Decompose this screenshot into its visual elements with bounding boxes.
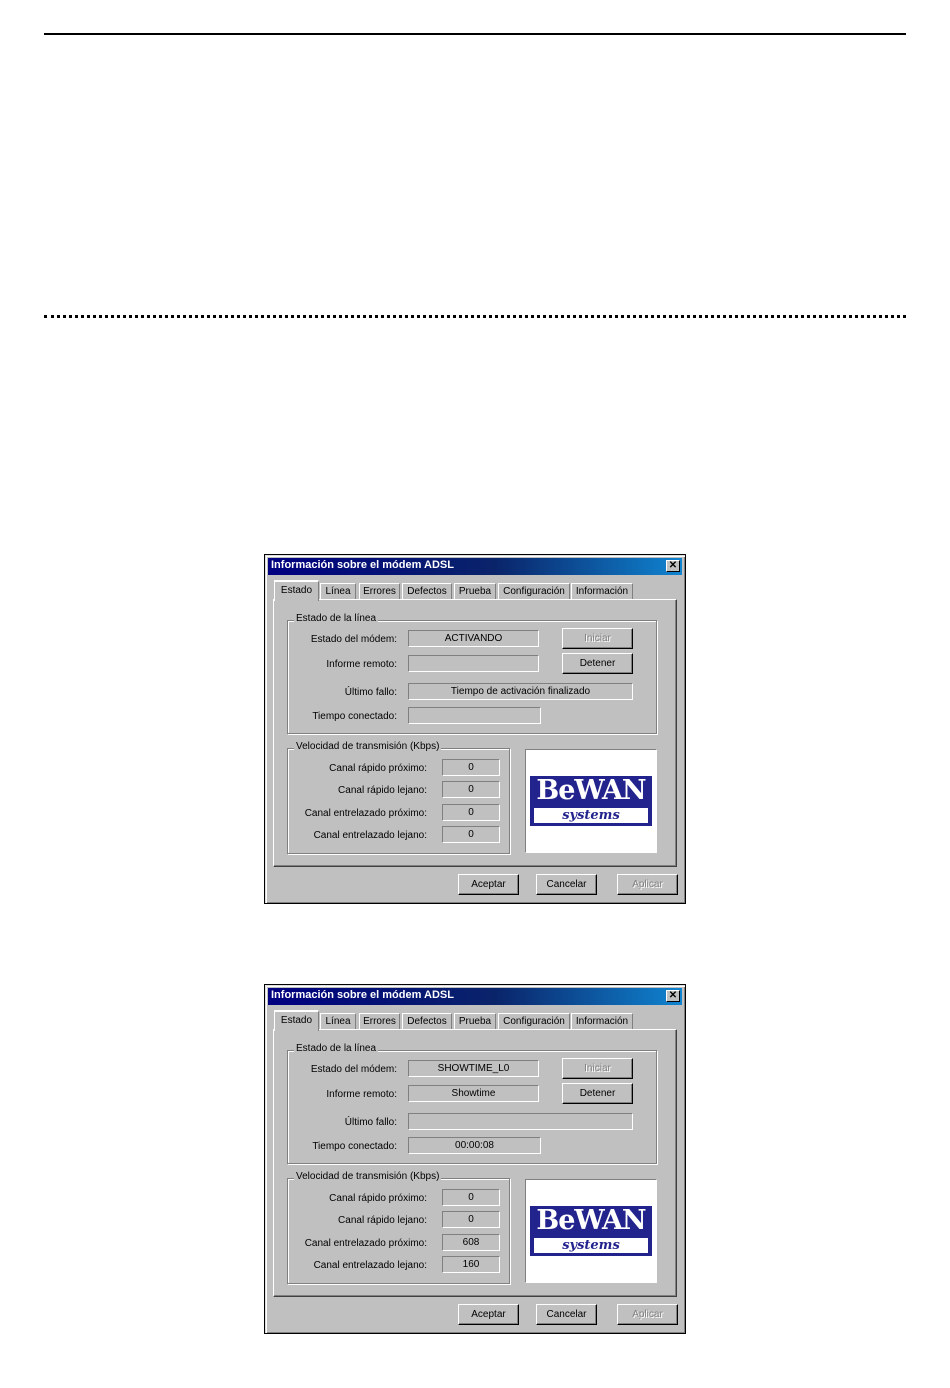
apply-button[interactable]: Aplicar	[617, 1304, 678, 1325]
fast-far-field: 0	[442, 781, 500, 798]
group-title: Velocidad de transmisión (Kbps)	[296, 1171, 440, 1182]
apply-button[interactable]: Aplicar	[617, 874, 678, 895]
title-bar[interactable]	[268, 988, 682, 1005]
tab-prueba[interactable]: Prueba	[454, 583, 496, 600]
dotted-separator	[44, 315, 906, 318]
bewan-logo	[525, 749, 657, 853]
fast-near-field: 0	[442, 759, 500, 776]
interleaved-far-field: 0	[442, 826, 500, 843]
close-button[interactable]: ✕	[666, 560, 680, 572]
title-bar[interactable]	[268, 558, 682, 575]
fast-far-field: 0	[442, 1211, 500, 1228]
tab-errores[interactable]: Errores	[359, 583, 400, 600]
remote-report-field	[408, 655, 539, 672]
tab-configuracion[interactable]: Configuración	[498, 583, 570, 600]
dialog-title: Información sobre el módem ADSL	[271, 559, 454, 571]
last-fault-label: Último fallo:	[344, 1117, 397, 1128]
logo-banner	[530, 1206, 652, 1256]
tab-prueba[interactable]: Prueba	[454, 1013, 496, 1030]
last-fault-field: Tiempo de activación finalizado	[408, 683, 633, 700]
speed-group	[287, 1171, 510, 1284]
connected-time-label: Tiempo conectado:	[312, 1141, 397, 1152]
interleaved-far-label: Canal entrelazado lejano:	[313, 1260, 427, 1271]
last-fault-field	[408, 1113, 633, 1130]
tab-informacion[interactable]: Información	[571, 583, 633, 600]
modem-state-label: Estado del módem:	[310, 634, 397, 645]
tab-linea[interactable]: Línea	[320, 1013, 356, 1030]
interleaved-near-label: Canal entrelazado próximo:	[304, 808, 427, 819]
speed-group	[287, 741, 510, 854]
stop-button[interactable]: Detener	[562, 1083, 633, 1104]
ok-button[interactable]: Aceptar	[458, 874, 519, 895]
logo-banner	[530, 776, 652, 826]
remote-report-field: Showtime	[408, 1085, 539, 1102]
tab-configuracion[interactable]: Configuración	[498, 1013, 570, 1030]
modem-info-dialog-2	[264, 984, 686, 1334]
remote-report-label: Informe remoto:	[326, 659, 397, 670]
cancel-button[interactable]: Cancelar	[536, 1304, 597, 1325]
group-title: Estado de la línea	[296, 613, 377, 624]
dialog-title: Información sobre el módem ADSL	[271, 989, 454, 1001]
tab-defectos[interactable]: Defectos	[402, 583, 452, 600]
tab-errores[interactable]: Errores	[359, 1013, 400, 1030]
tab-estado[interactable]: Estado	[274, 580, 319, 601]
modem-state-field: ACTIVANDO	[408, 630, 539, 647]
fast-near-field: 0	[442, 1189, 500, 1206]
interleaved-near-field: 0	[442, 804, 500, 821]
interleaved-near-field: 608	[442, 1234, 500, 1251]
start-button[interactable]: Iniciar	[562, 1058, 633, 1079]
line-status-group	[287, 613, 657, 734]
cancel-button[interactable]: Cancelar	[536, 874, 597, 895]
modem-state-field: SHOWTIME_L0	[408, 1060, 539, 1077]
tab-panel	[273, 599, 677, 867]
modem-state-label: Estado del módem:	[310, 1064, 397, 1075]
fast-near-label: Canal rápido próximo:	[329, 763, 427, 774]
tab-informacion[interactable]: Información	[571, 1013, 633, 1030]
tab-panel	[273, 1029, 677, 1297]
tab-estado[interactable]: Estado	[274, 1010, 319, 1031]
interleaved-far-field: 160	[442, 1256, 500, 1273]
ok-button[interactable]: Aceptar	[458, 1304, 519, 1325]
start-button[interactable]: Iniciar	[562, 628, 633, 649]
interleaved-far-label: Canal entrelazado lejano:	[313, 830, 427, 841]
fast-far-label: Canal rápido lejano:	[338, 1215, 427, 1226]
logo-subtitle: systems	[534, 1238, 648, 1253]
remote-report-label: Informe remoto:	[326, 1089, 397, 1100]
group-title: Velocidad de transmisión (Kbps)	[296, 741, 440, 752]
modem-info-dialog-1	[264, 554, 686, 904]
fast-near-label: Canal rápido próximo:	[329, 1193, 427, 1204]
stop-button[interactable]: Detener	[562, 653, 633, 674]
group-title: Estado de la línea	[296, 1043, 377, 1054]
fast-far-label: Canal rápido lejano:	[338, 785, 427, 796]
connected-time-label: Tiempo conectado:	[312, 711, 397, 722]
tab-defectos[interactable]: Defectos	[402, 1013, 452, 1030]
connected-time-field: 00:00:08	[408, 1137, 541, 1154]
page-header-rule	[44, 33, 906, 35]
last-fault-label: Último fallo:	[344, 687, 397, 698]
line-status-group	[287, 1043, 657, 1164]
tab-linea[interactable]: Línea	[320, 583, 356, 600]
logo-subtitle: systems	[534, 808, 648, 823]
bewan-logo	[525, 1179, 657, 1283]
interleaved-near-label: Canal entrelazado próximo:	[304, 1238, 427, 1249]
connected-time-field	[408, 707, 541, 724]
logo-wordmark: BeWAN	[536, 775, 646, 806]
logo-wordmark: BeWAN	[536, 1205, 646, 1236]
close-button[interactable]: ✕	[666, 990, 680, 1002]
